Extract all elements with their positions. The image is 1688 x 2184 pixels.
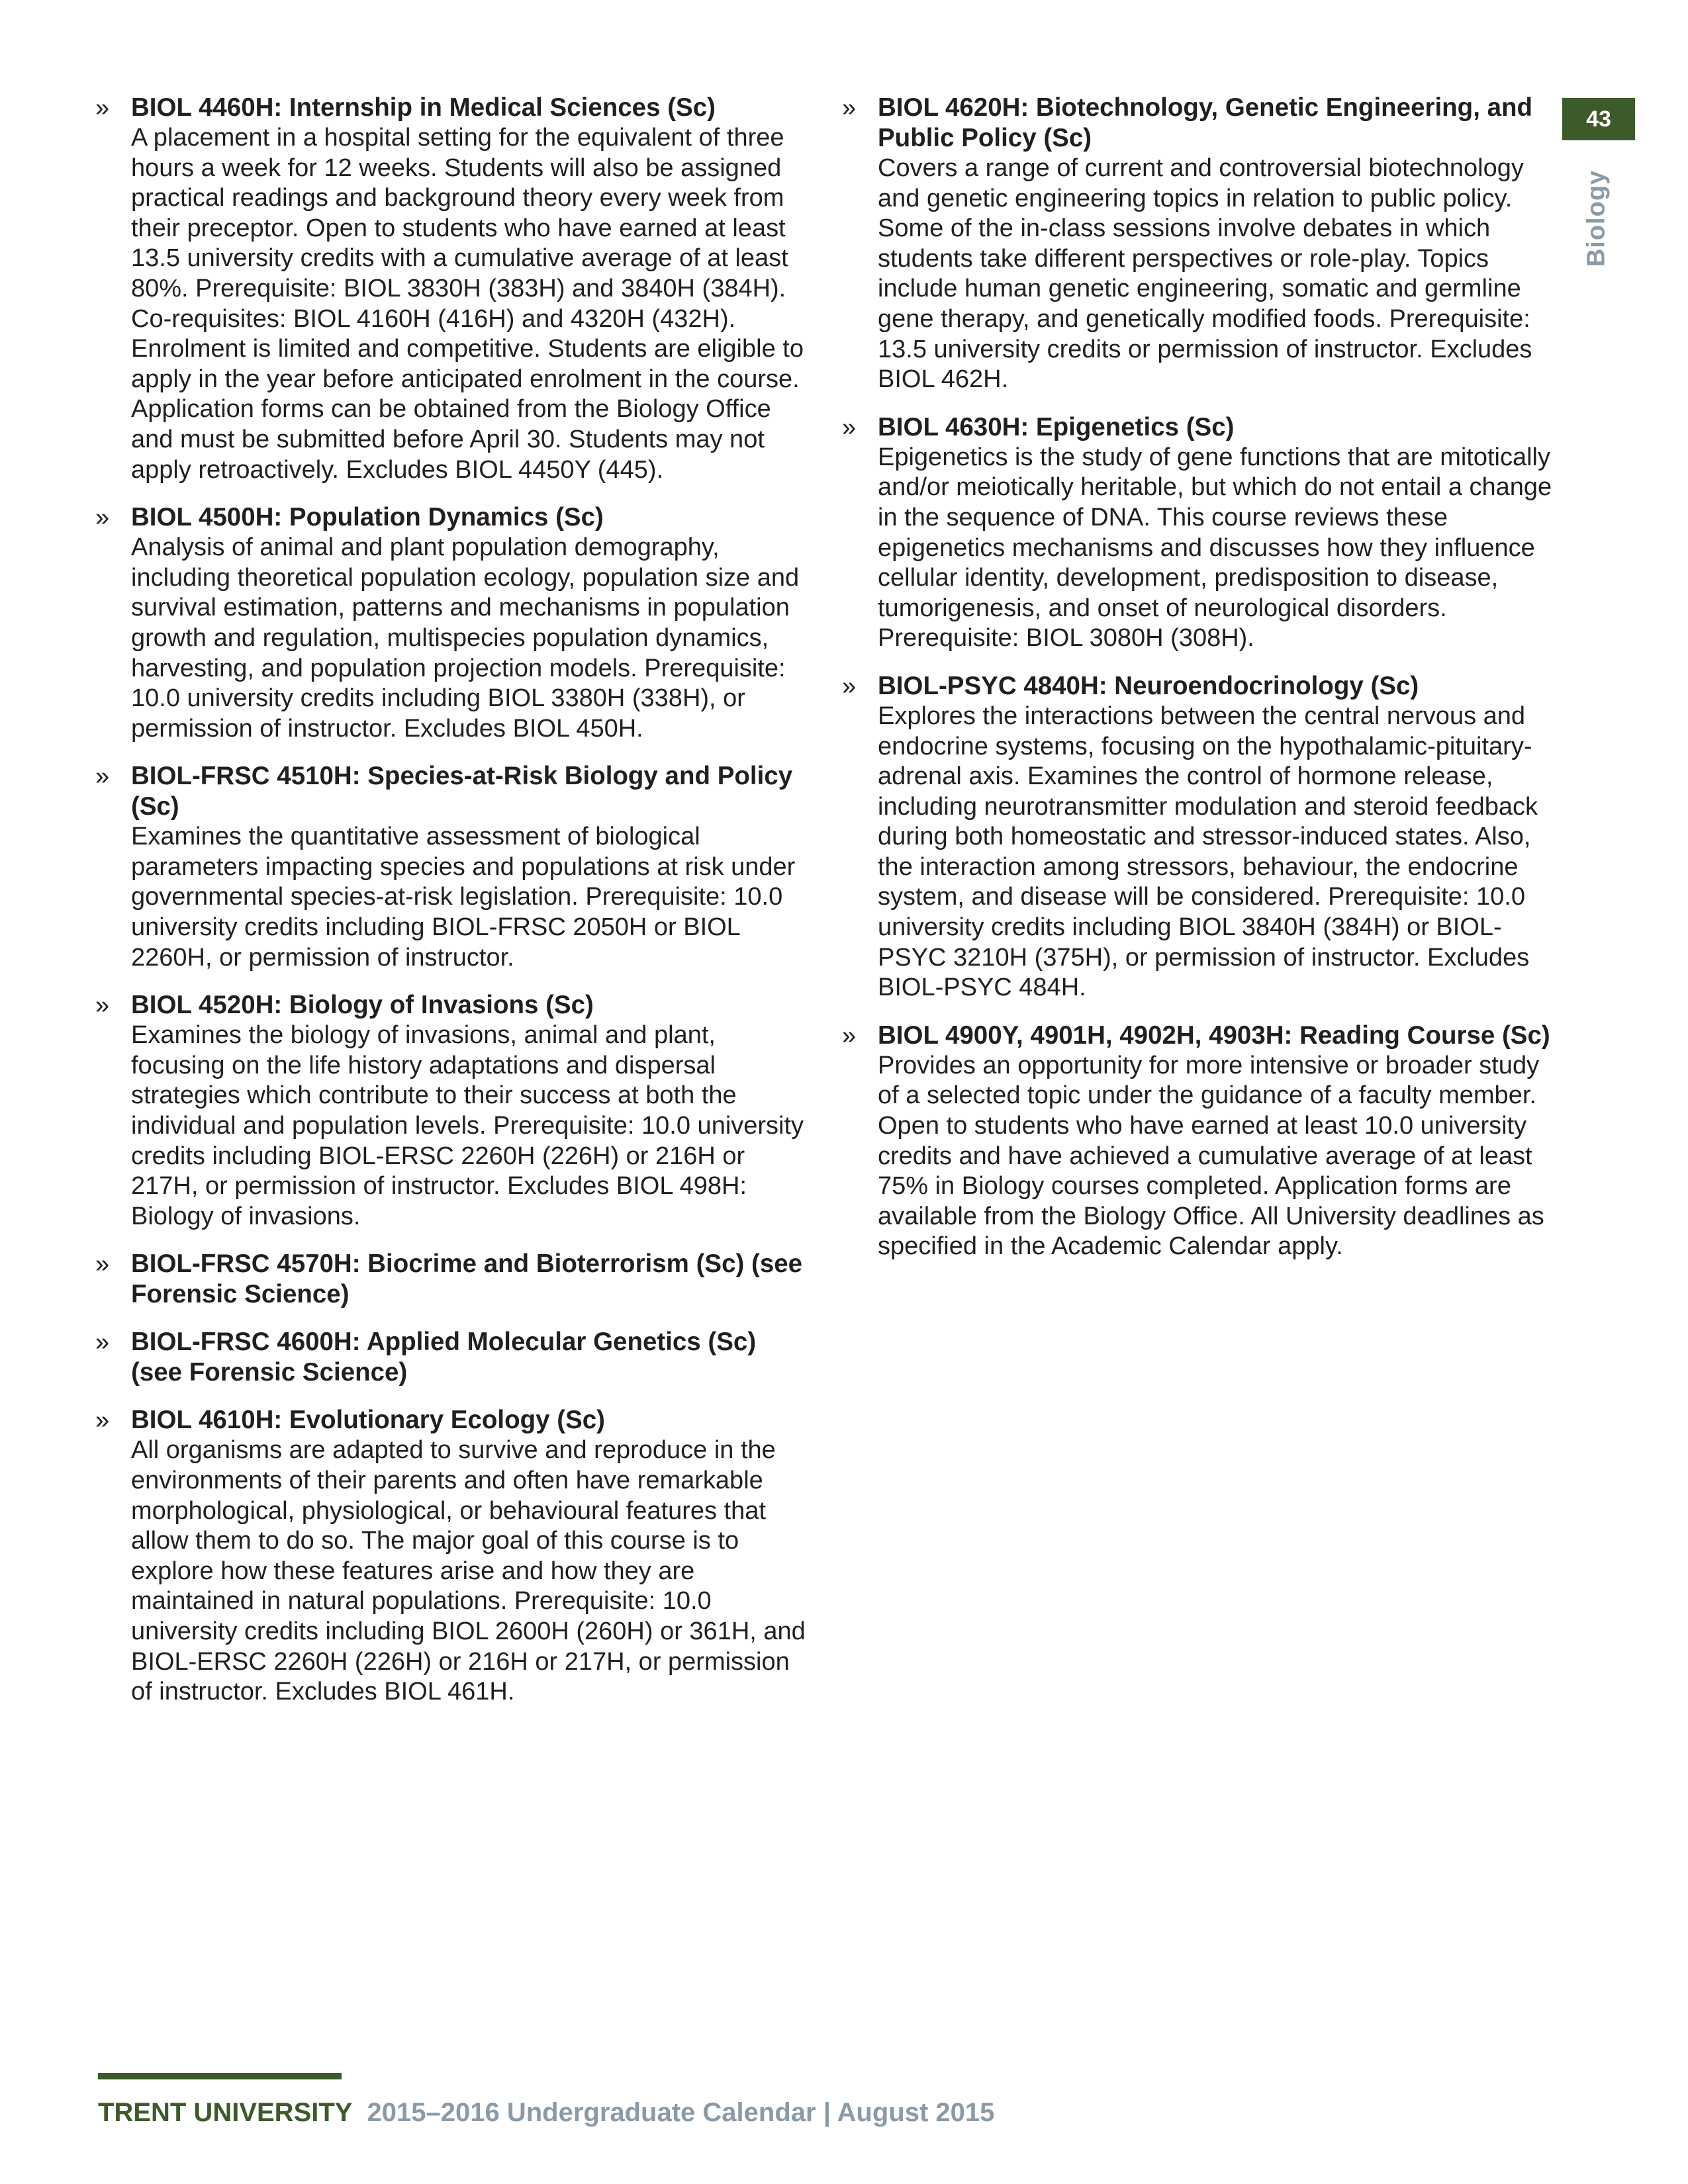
course-entry	[839, 1021, 1554, 1262]
footer	[98, 2098, 994, 2128]
course-title: BIOL 4520H: Biology of Invasions (Sc)	[131, 991, 594, 1020]
course-title: BIOL 4900Y, 4901H, 4902H, 4903H: Reading Course (Sc)	[878, 1021, 1550, 1050]
course-title: BIOL-FRSC 4570H: Biocrime and Bioterrorism (Sc) (see Forensic Science)	[131, 1250, 803, 1309]
course-description: Examines the biology of invasions, animal and plant, focusing on the life history adaptations and dispersal strategies which contribute to their success at both the individual and population levels. Prerequisite: 10.0 university credits including BIOL-ERSC 2260H (226H) or 216H or 217H, or permission of instructor. Excludes BIOL 498H: Biology of invasions.	[131, 1021, 804, 1230]
footer-rule	[98, 2073, 342, 2079]
course-title: BIOL 4500H: Population Dynamics (Sc)	[131, 503, 604, 532]
course-title: BIOL 4620H: Biotechnology, Genetic Engineering, and Public Policy (Sc)	[878, 93, 1533, 152]
bullet-icon: »	[95, 94, 110, 122]
bullet-icon: »	[842, 413, 857, 441]
course-entry	[839, 93, 1554, 395]
bullet-icon: »	[842, 672, 857, 700]
footer-university: TRENT UNIVERSITY	[98, 2098, 353, 2127]
course-entry	[93, 1327, 808, 1388]
course-entry	[93, 990, 808, 1232]
course-description: Explores the interactions between the central nervous and endocrine systems, focusing on the hypothalamic-pituitary-adrenal axis. Examines the control of hormone release, including neurotransmitter modulation and steroid feedback during both homeostatic and stressor-induced states. Also, the interaction among stressors, behaviour, the endocrine system, and disease will be considered. Prerequisite: 10.0 university credits including BIOL 3840H (384H) or BIOL-PSYC 3210H (375H), or permission of instructor. Excludes BIOL-PSYC 484H.	[878, 702, 1538, 1002]
bullet-icon: »	[842, 1021, 857, 1050]
bullet-icon: »	[95, 991, 110, 1020]
course-entry	[93, 1249, 808, 1310]
course-entry	[93, 761, 808, 973]
course-description: Covers a range of current and controversial biotechnology and genetic engineering topics in relation to public policy. Some of the in-class sessions involve debates in which students take different perspectives or role-play. Topics include human genetic engineering, somatic and germline gene therapy, and genetically modified foods. Prerequisite: 13.5 university credits or permission of instructor. Excludes BIOL 462H.	[878, 154, 1532, 394]
right-column	[839, 93, 1554, 1279]
bullet-icon: »	[842, 94, 857, 122]
course-title: BIOL 4630H: Epigenetics (Sc)	[878, 412, 1235, 441]
bullet-icon: »	[95, 1328, 110, 1357]
footer-calendar: 2015–2016 Undergraduate Calendar | August 2015	[367, 2098, 995, 2127]
course-description: Provides an opportunity for more intensive or broader study of a selected topic under the guidance of a faculty member. Open to students who have earned at least 10.0 university credits and have achieved a cumulative average of at least 75% in Biology courses completed. Application forms are available from the Biology Office. All University deadlines as specified in the Academic Calendar apply.	[878, 1051, 1544, 1261]
course-description: A placement in a hospital setting for the equivalent of three hours a week for 12 weeks. Students will also be assigned practical readings and background theory every week from their preceptor. Open to students who have earned at least 13.5 university credits with a cumulative average of at least 80%. Prerequisite: BIOL 3830H (383H) and 3840H (384H). Co-requisites: BIOL 4160H (416H) and 4320H (432H). Enrolment is limited and competitive. Students are eligible to apply in the year before anticipated enrolment in the course. Application forms can be obtained from the Biology Office and must be submitted before April 30. Students may not apply retroactively. Excludes BIOL 4450Y (445).	[131, 124, 804, 484]
course-description: Examines the quantitative assessment of biological parameters impacting species and populations at risk under governmental species-at-risk legislation. Prerequisite: 10.0 university credits including BIOL-FRSC 2050H or BIOL 2260H, or permission of instructor.	[131, 823, 796, 972]
course-entry	[93, 1405, 808, 1707]
course-entry	[839, 412, 1554, 654]
bullet-icon: »	[95, 762, 110, 791]
page-number: 43	[1562, 98, 1635, 140]
course-entry	[839, 671, 1554, 1003]
course-title: BIOL-PSYC 4840H: Neuroendocrinology (Sc)	[878, 671, 1419, 700]
course-description: All organisms are adapted to survive and reproduce in the environments of their parents and often have remarkable morphological, physiological, or behavioural features that allow them to do so. The major goal of this course is to explore how these features arise and how they are maintained in natural populations. Prerequisite: 10.0 university credits including BIOL 2600H (260H) or 361H, and BIOL-ERSC 2260H (226H) or 216H or 217H, or permission of instructor. Excludes BIOL 461H.	[131, 1436, 806, 1706]
course-description: Analysis of animal and plant population demography, including theoretical population ecology, population size and survival estimation, patterns and mechanisms in population growth and regulation, multispecies population dynamics, harvesting, and population projection models. Prerequisite: 10.0 university credits including BIOL 3380H (338H), or permission of instructor. Excludes BIOL 450H.	[131, 533, 800, 743]
section-label: Biology	[1582, 169, 1611, 267]
bullet-icon: »	[95, 1406, 110, 1435]
course-title: BIOL-FRSC 4600H: Applied Molecular Genetics (Sc) (see Forensic Science)	[131, 1328, 757, 1387]
left-column	[93, 93, 808, 1725]
course-title: BIOL 4460H: Internship in Medical Sciences (Sc)	[131, 93, 716, 122]
course-entry	[93, 93, 808, 485]
course-description: Epigenetics is the study of gene functions that are mitotically and/or meiotically heritable, but which do not entail a change in the sequence of DNA. This course reviews these epigenetics mechanisms and discusses how they influence cellular identity, development, predisposition to disease, tumorigenesis, and onset of neurological disorders. Prerequisite: BIOL 3080H (308H).	[878, 443, 1552, 653]
course-title: BIOL-FRSC 4510H: Species-at-Risk Biology and Policy (Sc)	[131, 762, 793, 821]
bullet-icon: »	[95, 1250, 110, 1279]
course-title: BIOL 4610H: Evolutionary Ecology (Sc)	[131, 1406, 605, 1435]
course-entry	[93, 502, 808, 744]
bullet-icon: »	[95, 504, 110, 532]
